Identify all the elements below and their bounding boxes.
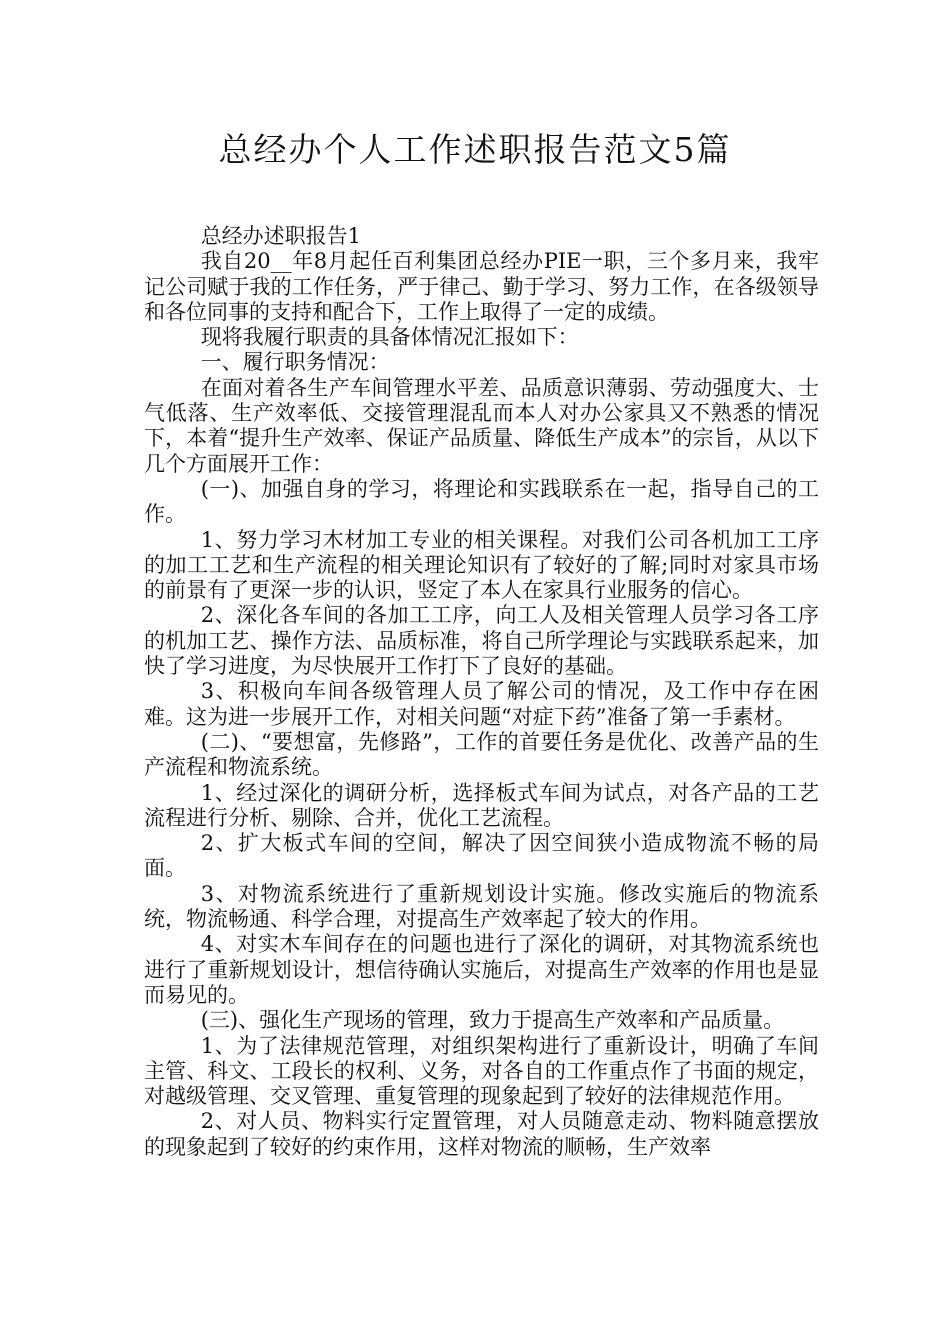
list-item: 2、对人员、物料实行定置管理，对人员随意走动、物料随意摆放的现象起到了较好的约束作用，这样对物流的顺畅，生产效率 [144,1109,819,1159]
paragraph: 现将我履行职责的具备体情况汇报如下： [200,325,579,350]
list-item: 3、对物流系统进行了重新规划设计实施。修改实施后的物流系统，物流畅通、科学合理，对提高生产效率起了较大的作用。 [144,881,819,932]
document-title: 总经办个人工作述职报告范文5篇 [218,130,732,169]
paragraph: 我自20__年8月起任百利集团总经办PIE一职，三个多月来，我牢记公司赋于我的工作任务，严于律己、勤于学习、努力工作，在各级领导和各位同事的支持和配合下，工作上取得了一定的成绩。 [144,249,819,324]
list-item: 4、对实木车间存在的问题也进行了深化的调研，对其物流系统也进行了重新规划设计，想信待确认实施后，对提高生产效率的作用也是显而易见的。 [144,932,819,1007]
subsection-heading: (二)、“要想富，先修路”，工作的首要任务是优化、改善产品的生产流程和物流系统。 [144,729,819,780]
subsection-heading: (一)、加强自身的学习，将理论和实践联系在一起，指导自己的工作。 [144,476,819,527]
section-heading: 一、履行职务情况： [200,350,390,375]
list-item: 1、为了法律规范管理，对组织架构进行了重新设计，明确了车间主管、科文、工段长的权利、义务，对各自的工作重点作了书面的规定，对越级管理、交叉管理、重复管理的现象起到了较好的法律规范作用。 [144,1033,819,1109]
list-item: 1、经过深化的调研分析，选择板式车间为试点，对各产品的工艺流程进行分析、剔除、合并，优化工艺流程。 [144,780,819,830]
list-item: 2、扩大板式车间的空间，解决了因空间狭小造成物流不畅的局面。 [144,831,819,881]
document-body [144,224,819,1160]
list-item: 1、努力学习木材加工专业的相关课程。对我们公司各机加工工序的加工工艺和生产流程的相关理论知识有了较好的了解;同时对家具市场的前景有了更深一步的认识，竖定了本人在家具行业服务的信心。 [144,527,819,603]
list-item: 3、积极向车间各级管理人员了解公司的情况，及工作中存在困难。这为进一步展开工作，对相关问题“对症下药”准备了第一手素材。 [144,679,819,729]
subsection-heading: (三)、强化生产现场的管理，致力于提高生产效率和产品质量。 [200,1008,785,1033]
list-item: 2、深化各车间的各加工工序，向工人及相关管理人员学习各工序的机加工艺、操作方法、品质标准，将自己所学理论与实践联系起来，加快了学习进度，为尽快展开工作打下了良好的基础。 [144,603,819,679]
paragraph: 在面对着各生产车间管理水平差、品质意识薄弱、劳动强度大、士气低落、生产效率低、交接管理混乱而本人对办公家具又不熟悉的情况下，本着“提升生产效率、保证产品质量、降低生产成本”的宗旨，从以下几个方面展开工作： [144,375,819,476]
section-heading: 总经办述职报告1 [200,224,362,248]
